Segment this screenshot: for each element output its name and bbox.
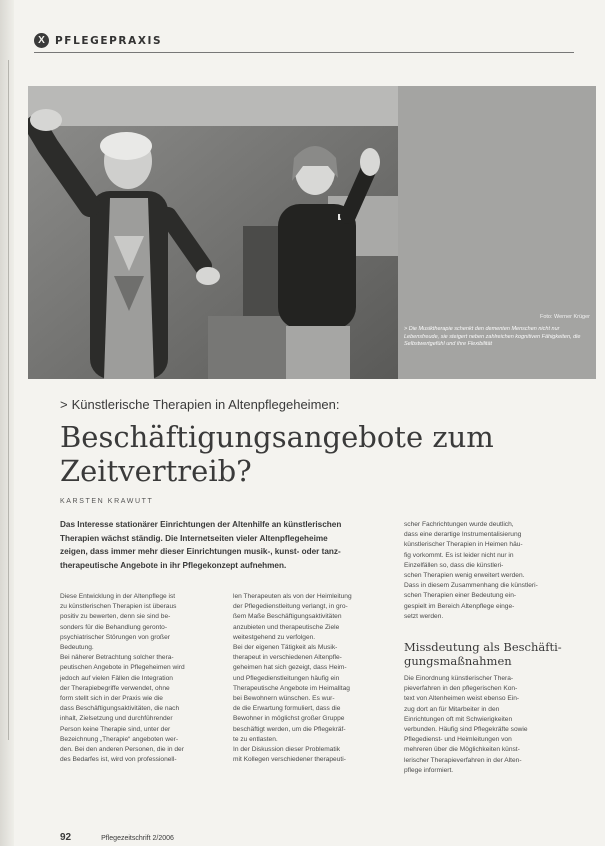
body-text-line: scher Fachrichtungen wurde deutlich, <box>404 521 514 528</box>
body-text-line: positiv zu bewerten, denn sie sind be- <box>60 613 171 621</box>
journal-name: Pflegezeitschrift 2/2006 <box>101 835 174 842</box>
photo-caption-panel <box>398 86 596 379</box>
body-text-line: der Therapiebegriffe verwendet, ohne <box>60 684 170 692</box>
lead-line: Das Interesse stationärer Einrichtungen der Altenhilfe an künstlerischen <box>60 520 342 529</box>
body-text-line: fig vorkommt. Es ist leider nicht nur in <box>404 551 514 559</box>
body-text-line: pieverfahren in den pflegerischen Kon- <box>404 685 518 693</box>
page-number: 92 <box>60 832 72 843</box>
body-text-line: den. Bei den anderen Personen, die in der <box>60 746 184 754</box>
body-text-line: bei Bewohnern wünschen. Es wur- <box>233 695 335 703</box>
body-text-line: inhalt, Zielsetzung und durchführender <box>60 715 173 723</box>
section-header <box>34 33 162 48</box>
body-text-line: Pflegedienst- und Heimleitungen von <box>404 736 512 744</box>
body-text-line: geheimen hat sich gezeigt, dass Heim- <box>233 664 347 672</box>
body-text-line: Bezeichnung „Therapie“ angeboten wer- <box>60 735 179 743</box>
body-text-line: therapeut in verschiedenen Altenpfle- <box>233 654 342 662</box>
body-text-line: Bei der eigenen Tätigkeit als Musik- <box>233 644 338 652</box>
section-subheading: Missdeutung als Beschäftigungsmaßnahmen <box>404 640 562 668</box>
body-text-line: der Pflegedienstleitung verlangt, in gro- <box>233 603 348 611</box>
body-text-line: Die Einordnung künstlerischer Thera- <box>404 675 514 682</box>
body-text-line: des Bedarfes ist, wird von professionell- <box>60 756 177 764</box>
body-text-line: Einrichtungen oft mit Schwierigkeiten <box>404 715 513 723</box>
article-photo <box>28 86 398 379</box>
article-title <box>60 420 494 488</box>
body-text-line: te zu entlasten. <box>233 735 278 743</box>
article-author: KARSTEN KRAWUTT <box>60 498 154 505</box>
photo-caption: > Die Musiktherapie schenkt den dementen Menschen nicht nur Lebensfreude, sie steigert neben zahlreichen kognitiven Fähigkeiten, die Selbstwertgefühl und ihre Flexibilität <box>404 326 581 348</box>
body-text-line: setzt werden. <box>404 612 444 620</box>
body-text-line: Person keine Therapie sind, unter der <box>60 725 171 733</box>
body-text-line: verbunden. Häufig sind Pflegekräfte sowie <box>404 726 528 734</box>
body-text-line: sonders für die Behandlung geronto- <box>60 623 168 631</box>
body-text-line: pflege informiert. <box>404 766 454 774</box>
body-text-line: In der Diskussion dieser Problematik <box>233 746 341 754</box>
body-text-line: text von Altenheimen weist ebenso Ein- <box>404 695 520 703</box>
body-text-line: dass Beschäftigungsaktivitäten, die nach <box>60 705 180 713</box>
body-text-line: lerischer Therapieverfahren in der Alten- <box>404 756 522 764</box>
body-text-line: Dass in diesem Zusammenhang die künstleri- <box>404 582 538 590</box>
body-text-line: Einzelfällen so, dass die künstleri- <box>404 561 504 569</box>
lead-line: zeigen, dass immer mehr dieser Einrichtungen musik-, kunst- oder tanz- <box>60 547 341 556</box>
body-text-line: zu künstlerischen Therapien ist überaus <box>60 603 177 611</box>
body-text-line: schen Therapien wenig erweitert werden. <box>404 572 525 580</box>
body-text-line: peutischen Angebote in Pflegeheimen wird <box>60 664 185 672</box>
body-text-line: anzubieten und therapeutische Ziele <box>233 623 340 631</box>
body-text-line: mehreren über die Möglichkeiten künst- <box>404 746 520 754</box>
section-badge-icon: X <box>34 33 49 48</box>
body-text-line: dass eine derartige Instrumentalisierung <box>404 531 522 539</box>
body-text-line: zug dort an für Mitarbeiter in den <box>404 705 500 713</box>
body-text-line: form stellt sich in der Praxis wie die <box>60 695 163 703</box>
kicker-text: Künstlerische Therapien in Altenpflegeheimen: <box>71 397 340 412</box>
chevron-right-icon: > <box>60 397 68 412</box>
body-text-line: len Therapeuten als von der Heimleitung <box>233 593 352 600</box>
body-text-line: jedoch auf vielen Fällen die Integration <box>60 674 173 682</box>
body-column-right-continued <box>404 674 580 776</box>
body-text-line: Bei näherer Betrachtung solcher thera- <box>60 654 174 662</box>
body-text-line: mit Kollegen verschiedener therapeuti- <box>233 756 346 764</box>
body-text-line: und Pflegedienstleitungen häufig ein <box>233 674 340 682</box>
article-lead <box>60 518 395 572</box>
scan-fold-line <box>8 60 9 740</box>
page-footer <box>60 832 174 843</box>
body-column-right <box>404 520 580 622</box>
title-line: Zeitvertreib? <box>60 454 252 488</box>
body-text-line: Bedeutung. <box>60 644 94 652</box>
body-text-line: weitestgehend zu verfolgen. <box>233 633 316 641</box>
scan-edge <box>0 0 14 846</box>
body-text-line: schen Therapien einer Bedeutung ein- <box>404 592 517 600</box>
body-text-line: Therapeutische Angebote im Heimalltag <box>233 684 350 692</box>
body-text-line: de die Erwartung formuliert, dass die <box>233 705 341 713</box>
body-text-line: Diese Entwicklung in der Altenpflege ist <box>60 593 176 600</box>
body-text-line: künstlerischer Therapien in Heimen häu- <box>404 541 523 549</box>
body-text-line: psychiatrischer Störungen von großer <box>60 633 170 641</box>
title-line: Beschäftigungsangebote zum <box>60 420 494 454</box>
article-kicker <box>60 397 339 412</box>
lead-line: therapeutische Angebote in ihr Pflegekonzept aufnehmen. <box>60 560 287 570</box>
body-text-line: Bewohner in möglichst großer Gruppe <box>233 715 345 723</box>
body-column-left <box>60 592 225 765</box>
header-rule <box>34 52 574 53</box>
body-column-middle <box>233 592 398 765</box>
section-label: PFLEGEPRAXIS <box>55 34 163 47</box>
body-text-line: ßem Maße Beschäftigungsaktivitäten <box>233 613 342 621</box>
photo-credit: Foto: Werner Krüger <box>539 314 590 320</box>
lead-line: Therapien wächst ständig. Die Internetseiten vieler Altenpflegeheime <box>60 533 328 543</box>
body-text-line: gespielt im Bereich Altenpflege einge- <box>404 602 515 610</box>
body-text-line: beschäftigt werden, um die Pflegekräf- <box>233 725 346 733</box>
